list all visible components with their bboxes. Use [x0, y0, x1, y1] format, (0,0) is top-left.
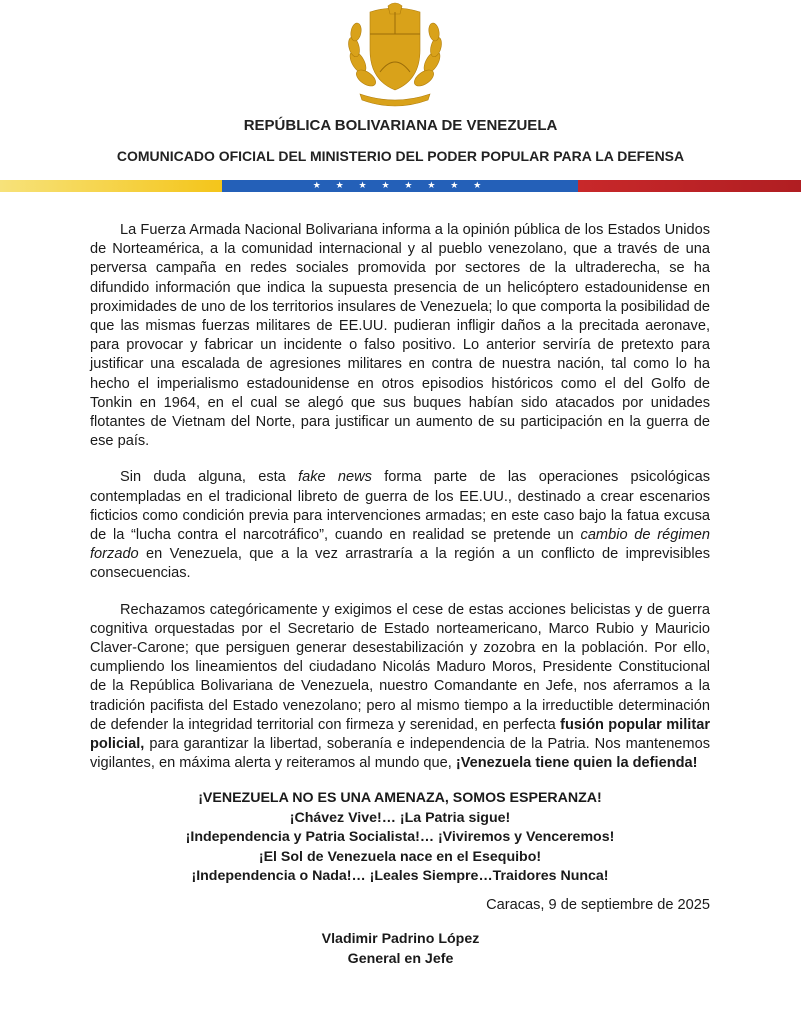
flag-yellow-band	[0, 180, 222, 192]
communique-body	[90, 221, 710, 790]
slogans-block	[90, 789, 710, 887]
slogan-line: ¡VENEZUELA NO ES UNA AMENAZA, SOMOS ESPERANZA!	[198, 790, 602, 806]
paragraph-3-text-a: Rechazamos categóricamente y exigimos el cese de estas acciones belicistas y de guerra cognitiva orquestadas por el Secretario de Estado norteamericano, Marco Rubio y Mauricio Claver-Carone; que persiguen generar desestabilización y zozobra en la población. Por ello, cumpliendo los lineamientos del ciudadano Nicolás Maduro Moros, Presidente Constitucional de la República Bolivariana de Venezuela, nuestro Comandante en Jefe, nos aferramos a la tradición pacifista del Estado venezolano; pero al mismo tiempo a la irreductible determinación de defender la integridad territorial con firmeza y serenidad, en perfecta	[90, 601, 710, 733]
coat-of-arms-seal	[340, 2, 450, 112]
slogan-line: ¡Independencia y Patria Socialista!… ¡Viviremos y Venceremos!	[185, 829, 615, 846]
defense-bold: ¡Venezuela tiene quien la defienda!	[455, 755, 698, 772]
paragraph-2	[90, 468, 710, 583]
paragraph-2-text-c: en Venezuela, que a la vez arrastraría a la región a un conflicto de imprevisibles consecuencias.	[90, 546, 710, 582]
flag-red-band	[578, 180, 801, 192]
place-date: Caracas, 9 de septiembre de 2025	[486, 897, 710, 913]
header-communique-title: COMUNICADO OFICIAL DEL MINISTERIO DEL PODER POPULAR PARA LA DEFENSA	[116, 148, 685, 164]
regime-change-italic: cambio de régimen forzado	[90, 527, 710, 563]
fake-news-italic: fake news	[298, 469, 372, 486]
signatory-title: General en Jefe	[347, 951, 454, 967]
paragraph-1-text: La Fuerza Armada Nacional Bolivariana informa a la opinión pública de los Estados Unidos de Norteamérica, a la comunidad internacional y al pueblo venezolano, que a través de una perversa campaña en redes sociales promovida por sectores de la ultraderecha, se ha difundido información que indica la supuesta presencia de un helicóptero estadounidense en proximidades de uno de los territorios insulares de Venezuela; lo que comporta la posibilidad de que las mismas fuerzas militares de EE.UU. pudieran infligir daños a la precitada aeronave, para provocar y fabricar un incidente o falso positivo. Lo anterior serviría de pretexto para justificar una escalada de agresiones militares en contra de nuestra nación, tal como lo ha hecho el imperialismo estadounidense en otros episodios históricos como el del Golfo de Tonkin en 1964, en el cual se alegó que sus buques habían sido atacados por unidades flotantes de Vietnam del Norte, para justificar un aumento de su participación en la guerra de ese país.	[90, 222, 710, 450]
header-republic: REPÚBLICA BOLIVARIANA DE VENEZUELA	[243, 117, 558, 134]
slogan-line: ¡Independencia o Nada!… ¡Leales Siempre…Traidores Nunca!	[191, 868, 609, 885]
flag-bar	[0, 180, 801, 192]
slogan-line: ¡El Sol de Venezuela nace en el Esequibo!	[258, 848, 542, 865]
flag-stars: ★ ★ ★ ★ ★ ★ ★ ★	[312, 181, 488, 191]
signatory-block	[0, 929, 801, 969]
paragraph-3	[90, 601, 710, 774]
flag-blue-band	[222, 180, 578, 192]
paragraph-3-text-b: para garantizar la libertad, soberanía e independencia de la Patria. Nos mantenemos vigilantes, en máxima alerta y reiteramos al mundo que,	[90, 736, 710, 772]
paragraph-1	[90, 221, 710, 451]
fusion-bold: fusión popular militar policial,	[90, 716, 710, 753]
signatory-name: Vladimir Padrino López	[321, 931, 480, 947]
slogan-line: ¡Chávez Vive!… ¡La Patria sigue!	[289, 809, 511, 826]
paragraph-2-text-a: Sin duda alguna, esta	[120, 469, 299, 486]
paragraph-2-text-b: forma parte de las operaciones psicológicas contempladas en el tradicional libreto de guerra de los EE.UU., destinado a crear escenarios ficticios como condición previa para intervenciones armadas; en este caso bajo la fatua excusa de la “lucha contra el narcotráfico”, cuando en realidad se pretende un	[90, 469, 710, 544]
